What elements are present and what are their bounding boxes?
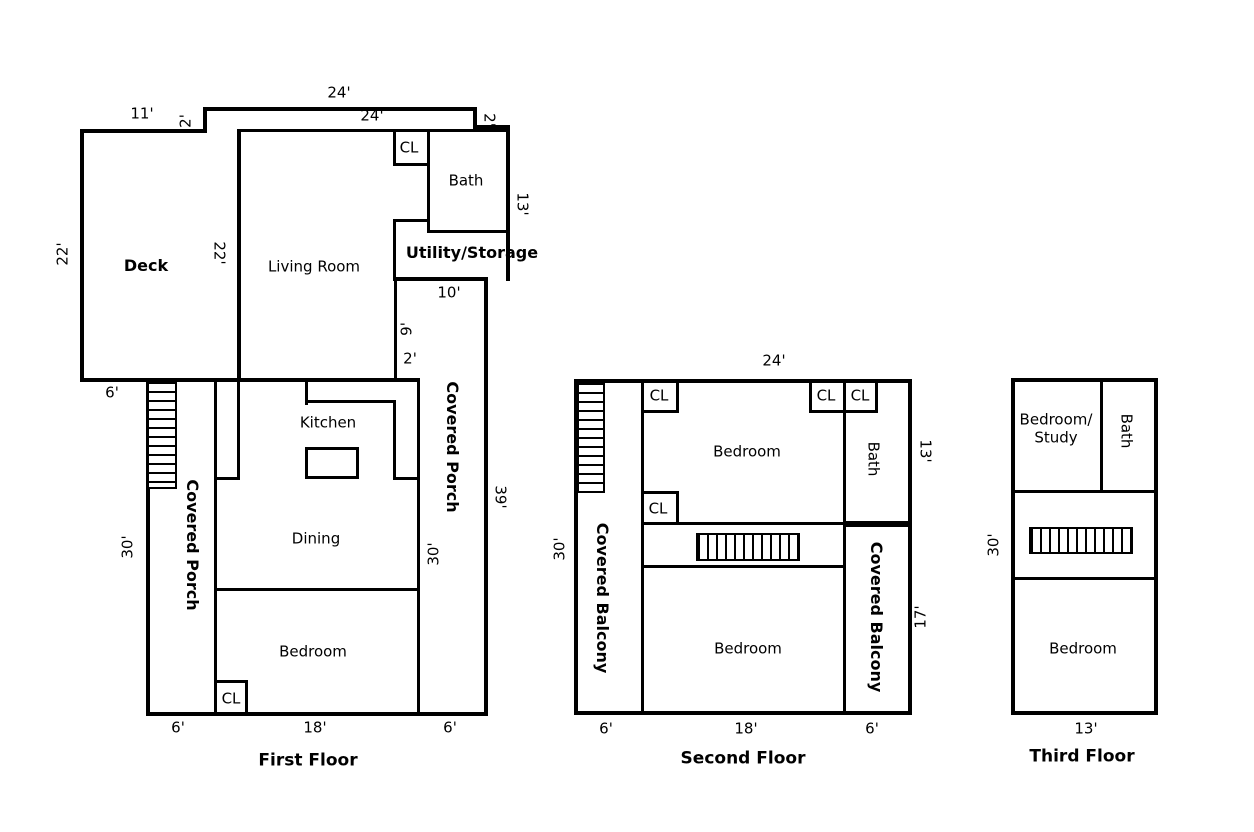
room-label-bedroom-upper: Bedroom: [713, 442, 781, 461]
wall: [214, 378, 217, 714]
wall: [80, 129, 207, 133]
room-label-bath: Bath: [1117, 413, 1136, 449]
dim-label: 30': [118, 535, 137, 559]
closet-label: CL: [816, 386, 836, 405]
room-label-bedroom: Bedroom: [279, 642, 347, 661]
dim-label: 13': [1074, 719, 1098, 738]
wall: [393, 402, 396, 480]
wall: [1011, 577, 1158, 580]
dim-label: 18': [734, 719, 758, 738]
wall: [427, 129, 430, 233]
room-label-utility: Utility/Storage: [405, 243, 539, 262]
floor-title-second: Second Floor: [680, 748, 806, 769]
room-label-deck: Deck: [123, 256, 169, 275]
wall: [203, 107, 207, 133]
wall: [641, 565, 846, 568]
floor-title-first: First Floor: [258, 750, 358, 771]
wall: [1100, 378, 1103, 492]
dim-label: 6': [105, 383, 119, 402]
closet-label: CL: [850, 386, 870, 405]
dim-label: 2': [403, 349, 417, 368]
closet-label: CL: [649, 386, 669, 405]
closet-label: CL: [648, 499, 668, 518]
dim-label: 22': [210, 241, 229, 265]
wall: [641, 410, 679, 413]
dim-label: 6': [171, 718, 185, 737]
wall: [473, 107, 477, 129]
wall: [245, 680, 248, 714]
stairs: [577, 381, 605, 493]
room-label-porch-right: Covered Porch: [443, 381, 462, 513]
room-label-kitchen: Kitchen: [299, 413, 357, 432]
wall: [843, 521, 912, 527]
dim-label: 13': [513, 192, 532, 216]
wall: [1011, 490, 1158, 493]
wall: [80, 378, 420, 382]
dim-label: 24': [360, 106, 384, 125]
dim-label: 2': [480, 113, 499, 127]
room-label-balcony-left: Covered Balcony: [593, 522, 612, 674]
dim-label: 24': [762, 351, 786, 370]
dim-label: 39': [491, 485, 510, 509]
room-label-bath: Bath: [448, 171, 484, 190]
dim-label: 6': [865, 719, 879, 738]
room-label-balcony-right: Covered Balcony: [867, 541, 886, 693]
dim-label: 22': [53, 242, 72, 266]
wall: [393, 277, 488, 281]
room-label-bedroom: Bedroom: [1049, 639, 1117, 658]
dim-label: 18': [303, 718, 327, 737]
room-label-dining: Dining: [291, 529, 341, 548]
dim-label: 6': [599, 719, 613, 738]
wall: [676, 379, 679, 413]
dim-label: 30': [550, 537, 569, 561]
wall: [393, 219, 396, 280]
closet-label: CL: [221, 689, 241, 708]
wall: [641, 522, 846, 525]
wall: [393, 219, 430, 222]
floor-title-third: Third Floor: [1029, 746, 1135, 767]
wall: [641, 379, 644, 715]
wall: [427, 230, 510, 233]
wall: [393, 129, 396, 166]
wall: [393, 477, 420, 480]
wall: [843, 410, 878, 413]
dim-label: 10': [437, 283, 461, 302]
closet-label: CL: [399, 138, 419, 157]
stairs: [1029, 527, 1133, 554]
wall: [214, 680, 248, 683]
stairs: [696, 533, 800, 561]
dim-label: 30': [984, 533, 1003, 557]
wall: [146, 712, 488, 716]
room-label-bath: Bath: [864, 441, 883, 477]
room-label-bedstudy: Bedroom/: [1019, 410, 1093, 429]
wall: [80, 129, 84, 382]
wall: [484, 277, 488, 716]
room-label-porch-left: Covered Porch: [183, 479, 202, 611]
dim-label: 24': [327, 83, 351, 102]
wall: [843, 379, 846, 715]
wall: [203, 107, 477, 111]
room-label-bedroom-lower: Bedroom: [714, 639, 782, 658]
dim-label: 17': [911, 605, 930, 629]
wall: [237, 378, 240, 479]
dim-label: 11': [130, 104, 154, 123]
dim-label: 30': [424, 542, 443, 566]
dim-label: 2': [176, 114, 195, 128]
wall: [641, 491, 679, 494]
dim-label: 9': [397, 322, 416, 336]
wall: [237, 129, 510, 132]
wall: [393, 163, 430, 166]
dim-label: 6': [443, 718, 457, 737]
room-label-bedstudy: Study: [1034, 428, 1078, 447]
kitchen-island: [305, 447, 359, 479]
wall: [214, 588, 420, 591]
wall: [875, 379, 878, 413]
room-label-living: Living Room: [267, 257, 361, 276]
wall: [809, 410, 846, 413]
wall: [809, 379, 812, 413]
wall: [676, 491, 679, 525]
dim-label: 13': [916, 439, 935, 463]
wall: [305, 378, 308, 405]
wall: [305, 400, 396, 403]
stairs: [147, 380, 177, 489]
wall: [237, 129, 241, 382]
wall: [417, 378, 420, 714]
